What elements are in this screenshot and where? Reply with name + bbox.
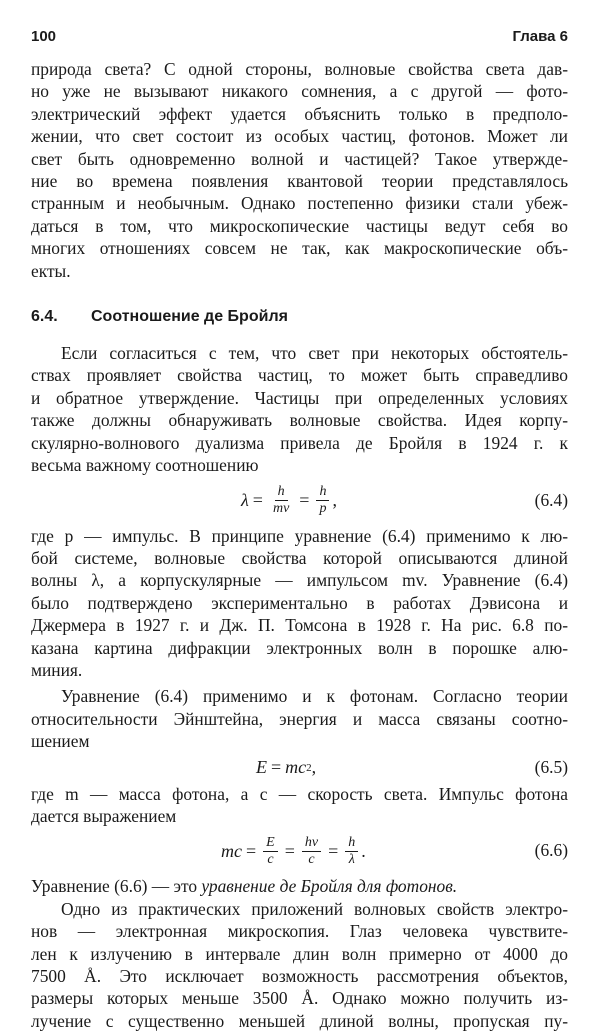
text-line: многих отношениях совсем не так, как макроскопические объ- xyxy=(31,238,568,259)
text-line: весьма важному соотношению xyxy=(31,455,259,476)
text-line: и обратное утверждение. Частицы при определенных условиях xyxy=(31,387,568,408)
text-line: екты. xyxy=(31,260,71,281)
text-line: ние во времена появления квантовой теории представлялось xyxy=(31,171,568,192)
paragraph-photons xyxy=(31,685,568,752)
book-page xyxy=(31,22,568,1032)
fraction: $\frac{h\nu}{c}$ xyxy=(302,835,321,868)
equation-number: (6.4) xyxy=(534,489,568,510)
section-title: Соотношение де Бройля xyxy=(91,308,288,326)
section-number: 6.4. xyxy=(31,308,58,326)
eq3-lhs: mc xyxy=(221,840,242,861)
eq1-lhs: λ xyxy=(241,490,249,510)
text-line: природа света? С одной стороны, волновые свойства света дав- xyxy=(31,59,568,79)
eq2-lhs: E xyxy=(256,757,267,778)
equation-number: (6.6) xyxy=(534,840,568,861)
text-line: шением xyxy=(31,731,90,752)
text-line: лучение с существенно меньшей длиной волны, пропуская пу- xyxy=(31,1010,568,1031)
text-line: лен к излучению в интервале длин волн примерно от 4000 до xyxy=(31,943,568,964)
emphasized-term: уравнение де Бройля для фотонов. xyxy=(201,876,458,897)
text-line: Одно из практических приложений волновых свойств электро- xyxy=(61,898,568,919)
text-line: Джермера в 1927 г. и Дж. П. Томсона в 1928 г. На рис. 6.8 по- xyxy=(31,615,568,636)
text-line: бой системе, волновые свойства которой описываются длиной xyxy=(31,547,568,568)
text-line: электрический эффект удается объяснить только в предполо- xyxy=(31,103,568,124)
text-line: также должны обнаруживать волновые свойства. Идея корпу- xyxy=(31,410,568,431)
fraction: $\frac{h}{\lambda}$ xyxy=(345,835,358,868)
text-line: где p — импульс. В принципе уравнение (6.4) применимо к лю- xyxy=(31,525,568,546)
text-line: Уравнение (6.6) — это уравнение де Бройля для фотонов. xyxy=(31,876,458,897)
text-line: странным и необычным. Однако постепенно физики стали убеж- xyxy=(31,193,568,214)
text-line: дается выражением xyxy=(31,805,177,826)
text-line: жении, что свет состоит из особых частиц, фотонов. Может ли xyxy=(31,126,568,147)
page-number: 100 xyxy=(31,28,57,45)
running-header xyxy=(31,22,568,48)
text-line: казана картина дифракции электронных волн в порошке алю- xyxy=(31,637,568,658)
text-line: миния. xyxy=(31,659,83,680)
section-heading xyxy=(31,308,568,330)
eq2-rhs: mc xyxy=(285,757,307,778)
text-line: но уже не вызывают никакого сомнения, а с другой — фото- xyxy=(31,81,568,102)
fraction: $\frac{E}{c}$ xyxy=(263,835,278,868)
text-line: было подтверждено экспериментально в работах Дэвисона и xyxy=(31,592,568,613)
text-line: даться в том, что микроскопические частицы ведут себя во xyxy=(31,215,568,236)
equation-6-4: λ = $\frac{h}{mv}$ = $\frac{h}{p}$ , (6.4) xyxy=(241,484,568,516)
chapter-label: Глава 6 xyxy=(512,28,568,45)
text-line: скулярно-волнового дуализма привела де Бройля в 1924 г. к xyxy=(31,432,568,453)
text-line: свет быть одновременно волной и частицей? Такое утвержде- xyxy=(31,148,568,169)
paragraph-momentum xyxy=(31,525,568,682)
eq2-exponent: 2 xyxy=(306,761,312,774)
text-line: где m — масса фотона, а c — скорость света. Импульс фотона xyxy=(31,783,568,804)
equation-number: (6.5) xyxy=(534,756,568,777)
paragraph-de-broglie-intro xyxy=(31,342,568,476)
text-line: ствах проявляет свойства частиц, то может быть справедливо xyxy=(31,365,568,386)
equation-6-6: mc = $\frac{E}{c}$ = $\frac{h\nu}{c}$ = $\frac{h}{\lambda}$ . (6.6) xyxy=(221,834,568,867)
fraction: $\frac{h}{p}$ xyxy=(316,484,329,517)
paragraph-de-broglie-photons xyxy=(31,875,568,897)
intro-paragraph xyxy=(31,58,568,282)
text-line: нов — электронная микроскопия. Глаз человека чувствите- xyxy=(31,921,568,942)
text-line: размеры которых меньше 3500 Å. Однако можно получить из- xyxy=(31,988,568,1009)
text-line: относительности Эйнштейна, энергия и масса связаны соотно- xyxy=(31,708,568,729)
text-line: Если согласиться с тем, что свет при некоторых обстоятель- xyxy=(61,343,568,364)
text-line: волны λ, а корпускулярные — импульсом mv. Уравнение (6.4) xyxy=(31,570,568,591)
text-line: 7500 Å. Это исключает возможность рассмотрения объектов, xyxy=(31,966,568,986)
text-line: Уравнение (6.4) применимо и к фотонам. Согласно теории xyxy=(61,686,568,707)
paragraph-electron-microscopy xyxy=(31,898,568,1032)
fraction: $\frac{h}{mv}$ xyxy=(272,484,290,516)
paragraph-photon-momentum xyxy=(31,783,568,828)
equation-6-5: E = mc 2 , (6.5) xyxy=(256,756,568,778)
